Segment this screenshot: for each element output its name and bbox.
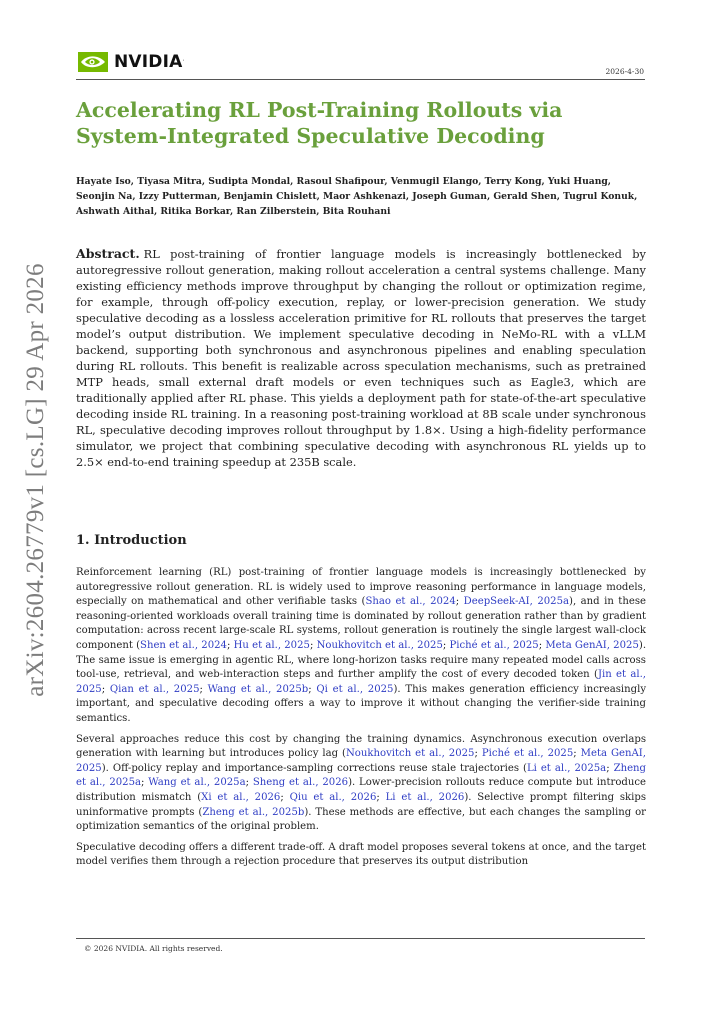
citation-link[interactable]: Wang et al., 2025b <box>207 683 309 695</box>
paragraph-text: ; <box>442 639 450 651</box>
citation-link[interactable]: Wang et al., 2025a <box>148 777 246 789</box>
body-paragraph <box>76 841 646 870</box>
citation-link[interactable]: Hu et al., 2025 <box>233 639 310 651</box>
paragraph-text: ; <box>376 791 386 803</box>
paragraph-text: ; <box>199 683 208 695</box>
citation-link[interactable]: Zheng et al., 2025b <box>202 806 305 818</box>
citation-link[interactable]: Noukhovitch et al., 2025 <box>316 639 443 651</box>
nvidia-wordmark: NVIDIA. <box>114 52 185 72</box>
footer-rule <box>76 938 645 939</box>
paragraph-text: ; <box>309 639 317 651</box>
citation-link[interactable]: Noukhovitch et al., 2025 <box>345 748 475 760</box>
citation-link[interactable]: Li et al., 2025a <box>526 762 607 774</box>
citation-link[interactable]: Sheng et al., 2026 <box>252 777 349 789</box>
citation-link[interactable]: Shen et al., 2024 <box>140 639 227 651</box>
nvidia-logo <box>78 52 185 72</box>
citation-link[interactable]: Zheng et al., 2025a <box>76 762 647 789</box>
paragraph-text: ; <box>141 777 149 789</box>
section-heading-introduction: 1. Introduction <box>76 533 187 548</box>
citation-link[interactable]: Meta GenAI, 2025 <box>545 639 639 651</box>
citation-link[interactable]: Jin et al., 2025 <box>76 669 647 695</box>
paragraph-text: ; <box>573 748 581 760</box>
citation-link[interactable]: Qian et al., 2025 <box>109 683 200 695</box>
introduction-body <box>76 566 646 876</box>
paragraph-text: ; <box>606 762 614 774</box>
citation-link[interactable]: Li et al., 2026 <box>385 791 465 803</box>
paragraph-text: ; <box>226 639 234 651</box>
citation-link[interactable]: DeepSeek-AI, 2025a <box>463 596 570 608</box>
paragraph-text: ; <box>455 596 464 608</box>
abstract-label: Abstract. <box>76 246 140 261</box>
paragraph-text: ; <box>538 639 546 651</box>
paragraph-text: ). These methods are effective, but each changes the sampling or optimization semantics of the original problem. <box>76 806 647 833</box>
paragraph-text: ). Off-policy replay and importance-sampling corrections reuse stale trajectories ( <box>101 762 527 774</box>
paragraph-text: ). The same issue is emerging in agentic RL, where long-horizon tasks require many repeated model calls across tool-use, retrieval, and web-interaction steps and further amplify the cost of every decoded token ( <box>76 639 647 681</box>
body-paragraph <box>76 566 646 727</box>
body-paragraph <box>76 733 646 835</box>
citation-link[interactable]: Shao et al., 2024 <box>365 596 456 608</box>
footer-copyright: © 2026 NVIDIA. All rights reserved. <box>84 944 223 953</box>
paragraph-text: ). Selective prompt filtering skips uninformative prompts ( <box>76 791 647 818</box>
abstract <box>76 246 646 470</box>
paragraph-text: ; <box>101 683 110 695</box>
citation-link[interactable]: Qi et al., 2025 <box>316 683 394 695</box>
paragraph-text: ; <box>474 748 482 760</box>
paragraph-text: Speculative decoding offers a different trade-off. A draft model proposes several tokens at once, and the target model verifies them through a rejection procedure that preserves its output distribution <box>76 841 646 868</box>
author-list: Hayate Iso, Tiyasa Mitra, Sudipta Mondal, Rasoul Shafipour, Venmugil Elango, Terry Kong, Yuki Huang, Seonjin Na, Izzy Putterman, Benjamin Chislett, Maor Ashkenazi, Joseph Guman, Gerald Shen, Tugrul Konuk, Ashwath Aithal, Ritika Borkar, Ran Zilberstein, Bita Rouhani <box>76 176 638 217</box>
abstract-text: RL post-training of frontier language models is increasingly bottlenecked by autoregressive rollout generation, making rollout acceleration a central systems challenge. Many existing efficiency methods improve throughput by changing the rollout or optimization regime, for example, through off-policy execution, replay, or lower-precision generation. We study speculative decoding as a lossless acceleration primitive for RL rollouts that preserves the target model’s output distribution. We implement speculative decoding in NeMo-RL with a vLLM backend, supporting both synchronous and asynchronous pipelines and enabling speculation during RL rollouts. This benefit is realizable across speculation mechanisms, such as pretrained MTP heads, small external draft models or even techniques such as Eagle3, which are traditionally applied after RL phase. This yields a deployment path for state-of-the-art speculative decoding inside RL training. In a reasoning post-training workload at 8B scale under synchronous RL, speculative decoding improves rollout throughput by 1.8×. Using a high-fidelity performance simulator, we project that combining speculative decoding with asynchronous RL yields up to 2.5× end-to-end training speedup at 235B scale. <box>76 247 646 469</box>
paragraph-text: ; <box>308 683 317 695</box>
citation-link[interactable]: Meta GenAI, 2025 <box>76 748 647 774</box>
paragraph-text: ; <box>245 777 253 789</box>
paragraph-text: ). Lower-precision rollouts reduce compute but introduce distribution mismatch ( <box>76 777 647 803</box>
citation-link[interactable]: Qiu et al., 2026 <box>289 791 377 803</box>
header-date: 2026-4-30 <box>605 67 644 76</box>
paragraph-text: Several approaches reduce this cost by changing the training dynamics. Asynchronous execution overlaps generation with learning but introduces policy lag ( <box>76 733 646 760</box>
paper-title: Accelerating RL Post-Training Rollouts via System-Integrated Speculative Decoding <box>76 98 563 148</box>
citation-link[interactable]: Piché et al., 2025 <box>449 639 539 651</box>
paragraph-text: ). This makes generation efficiency increasingly important, and speculative decoding offers a way to improve it without changing the verifier-side training semantics. <box>76 683 647 724</box>
nvidia-eye-icon <box>78 52 108 72</box>
citation-link[interactable]: Xi et al., 2026 <box>201 791 281 803</box>
arxiv-identifier-stamp: arXiv:2604.26779v1 [cs.LG] 29 Apr 2026 <box>22 263 49 697</box>
header-rule <box>76 79 645 80</box>
paragraph-text: Reinforcement learning (RL) post-training of frontier language models is increasingly bottlenecked by autoregressive rollout generation. RL is widely used to improve reasoning performance in language models, especially on mathematical and other verifiable tasks ( <box>76 567 646 608</box>
paragraph-text: ; <box>280 791 290 803</box>
paragraph-text: ), and in these reasoning-oriented workloads overall training time is dominated by rollout generation rather than by gradient computation: across recent large-scale RL systems, rollout generation is routinely the single largest wall-clock component ( <box>76 596 646 651</box>
citation-link[interactable]: Piché et al., 2025 <box>481 748 574 760</box>
